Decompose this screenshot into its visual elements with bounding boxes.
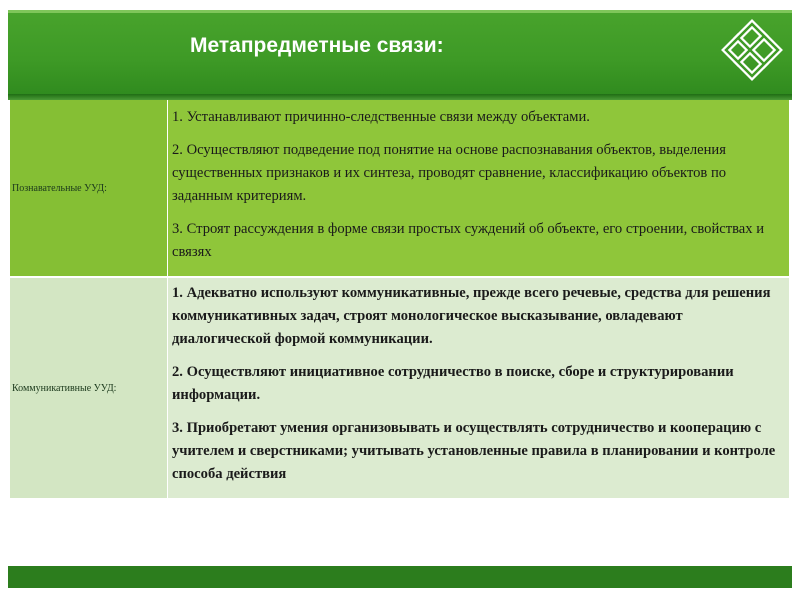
list-item: 2. Осуществляют подведение под понятие на основе распознавания объектов, выделения существенных признаков и их синтеза, проводят сравнение, классификацию объектов по заданным критериям.	[172, 142, 727, 204]
row-content	[168, 277, 790, 499]
row-content	[168, 100, 790, 277]
bottom-band	[8, 566, 792, 588]
list-item: 1. Адекватно используют коммуникативные, прежде всего речевые, средства для решения коммуникативных задач, строят монологическое высказывание, овладевают диалогической формой коммуникации.	[172, 285, 771, 347]
list-item: 3. Строят рассуждения в форме связи простых суждений об объекте, его строении, свойствах и связях	[172, 221, 765, 260]
interlaced-diamond-logo-icon	[716, 14, 788, 86]
table-row	[10, 277, 790, 499]
table-row	[10, 100, 790, 277]
list-item: 1. Устанавливают причинно-следственные связи между объектами.	[172, 109, 590, 125]
row-label: Познавательные УУД:	[10, 100, 168, 277]
uud-table	[10, 100, 790, 500]
list-item: 2. Осуществляют инициативное сотрудничество в поиске, сборе и структурировании информации.	[172, 364, 734, 403]
row-label: Коммуникативные УУД:	[10, 277, 168, 499]
list-item: 3. Приобретают умения организовывать и осуществлять сотрудничество и кооперацию с учителем и сверстниками; учитывать установленные правила в планировании и контроле способа действия	[172, 420, 776, 482]
top-strip	[0, 0, 800, 4]
slide-title: Метапредметные связи:	[190, 34, 444, 57]
